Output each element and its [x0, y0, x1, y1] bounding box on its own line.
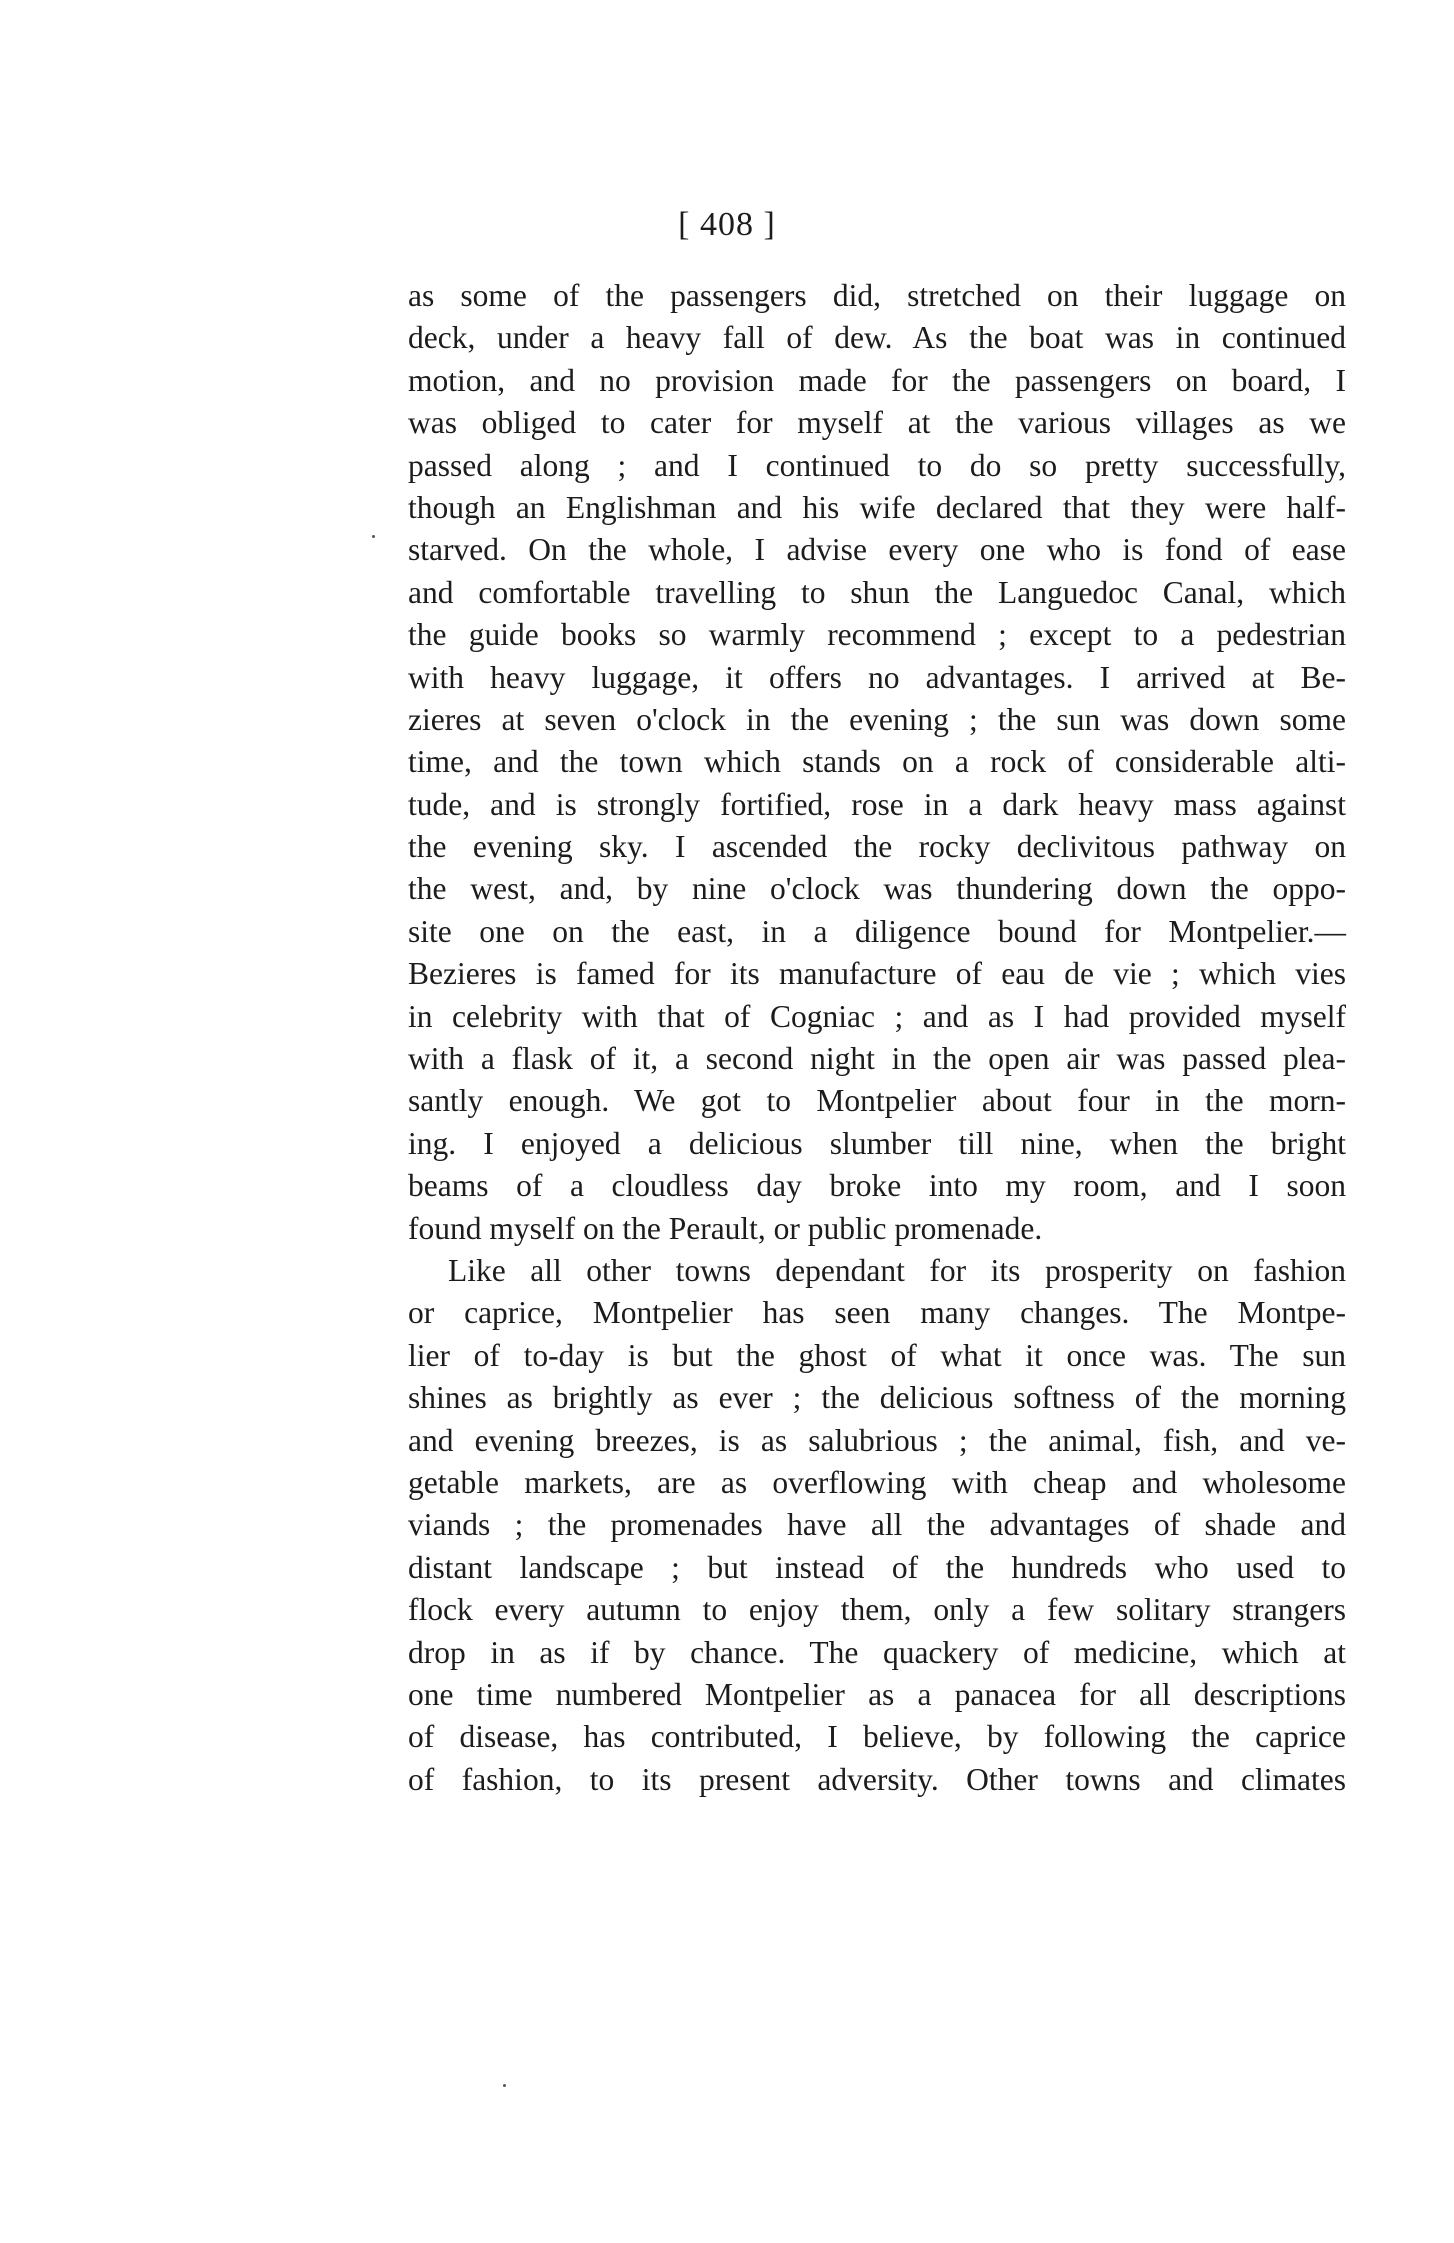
text-line: one time numbered Montpelier as a panacea for all descriptions: [408, 1676, 1346, 1712]
text-line: though an Englishman and his wife declared that they were half-: [408, 489, 1346, 525]
text-line: with heavy luggage, it offers no advantages. I arrived at Be-: [408, 659, 1346, 695]
body-text: [408, 275, 1346, 1801]
text-line: santly enough. We got to Montpelier about four in the morn-: [408, 1083, 1346, 1119]
ink-speck: [503, 2084, 506, 2087]
text-line: tude, and is strongly fortified, rose in a dark heavy mass against: [408, 786, 1346, 822]
text-line: viands ; the promenades have all the advantages of shade and: [408, 1507, 1346, 1543]
text-line: shines as brightly as ever ; the delicious softness of the morning: [408, 1380, 1346, 1416]
text-line: and comfortable travelling to shun the Languedoc Canal, which: [408, 574, 1346, 610]
text-line: the guide books so warmly recommend ; except to a pedestrian: [408, 617, 1346, 653]
text-line: of fashion, to its present adversity. Other towns and climates: [408, 1761, 1346, 1797]
text-line: found myself on the Perault, or public promenade.: [408, 1210, 1043, 1246]
text-line: passed along ; and I continued to do so pretty successfully,: [408, 447, 1346, 483]
text-line: drop in as if by chance. The quackery of medicine, which at: [408, 1634, 1346, 1670]
text-line: and evening breezes, is as salubrious ; the animal, fish, and ve-: [408, 1422, 1346, 1458]
text-line: lier of to-day is but the ghost of what it once was. The sun: [408, 1337, 1346, 1373]
text-line: flock every autumn to enjoy them, only a few solitary strangers: [408, 1592, 1346, 1628]
text-line: site one on the east, in a diligence bound for Montpelier.—: [408, 913, 1346, 949]
text-line: zieres at seven o'clock in the evening ; the sun was down some: [408, 701, 1346, 737]
text-line: was obliged to cater for myself at the various villages as we: [408, 405, 1346, 441]
text-line: starved. On the whole, I advise every one who is fond of ease: [408, 532, 1346, 568]
text-line: deck, under a heavy fall of dew. As the boat was in continued: [408, 320, 1346, 356]
text-line: beams of a cloudless day broke into my room, and I soon: [408, 1168, 1346, 1204]
text-line: of disease, has contributed, I believe, by following the caprice: [408, 1719, 1346, 1755]
text-line: as some of the passengers did, stretched on their luggage on: [408, 278, 1346, 313]
text-line: distant landscape ; but instead of the hundreds who used to: [408, 1549, 1346, 1585]
text-line: ing. I enjoyed a delicious slumber till nine, when the bright: [408, 1125, 1346, 1161]
text-line: getable markets, are as overflowing with cheap and wholesome: [408, 1464, 1346, 1500]
text-line: Like all other towns dependant for its prosperity on fashion: [448, 1252, 1346, 1288]
text-line: the west, and, by nine o'clock was thundering down the oppo-: [408, 871, 1346, 907]
text-line: Bezieres is famed for its manufacture of eau de vie ; which vies: [408, 956, 1346, 992]
text-line: motion, and no provision made for the passengers on board, I: [408, 362, 1346, 398]
ink-speck: [372, 535, 375, 538]
text-line: or caprice, Montpelier has seen many changes. The Montpe-: [408, 1295, 1346, 1331]
text-line: time, and the town which stands on a rock of considerable alti-: [408, 744, 1346, 780]
text-line: in celebrity with that of Cogniac ; and as I had provided myself: [408, 998, 1346, 1034]
text-line: with a flask of it, a second night in the open air was passed plea-: [408, 1041, 1346, 1077]
text-line: the evening sky. I ascended the rocky declivitous pathway on: [408, 829, 1346, 865]
page-number-header: [ 408 ]: [678, 206, 776, 243]
